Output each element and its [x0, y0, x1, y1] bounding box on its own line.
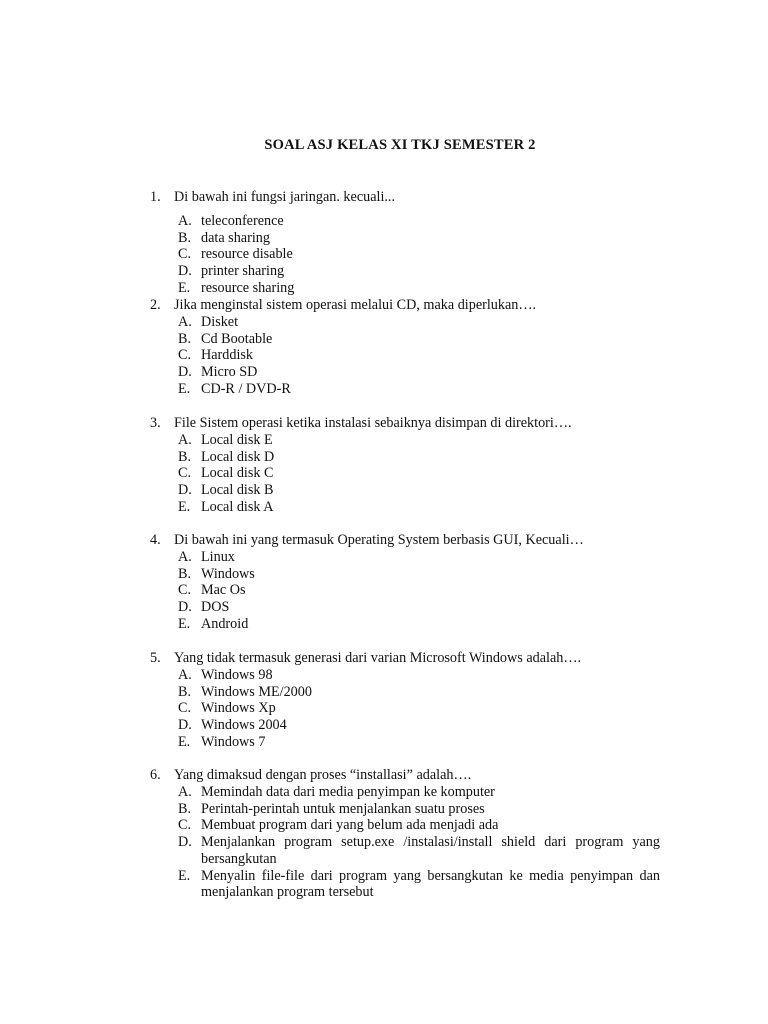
option-letter: A. — [178, 667, 192, 683]
option-a — [150, 314, 660, 331]
question-6 — [150, 767, 660, 901]
option-letter: C. — [178, 700, 192, 717]
option-letter: C. — [178, 582, 192, 599]
option-d — [150, 482, 660, 499]
option-letter: D. — [178, 717, 192, 734]
option-text: Windows — [201, 565, 255, 582]
option-e — [150, 734, 660, 751]
question-number: 5. — [150, 650, 161, 666]
option-text: Harddisk — [201, 347, 254, 364]
option-b — [150, 801, 660, 818]
option-letter: C. — [178, 347, 192, 364]
option-a — [150, 667, 660, 684]
option-b — [150, 331, 660, 348]
question-2 — [150, 297, 660, 398]
question-text: Di bawah ini fungsi jaringan. kecuali... — [174, 189, 396, 205]
option-letter: B. — [178, 800, 192, 817]
option-text: Windows 98 — [201, 667, 273, 683]
question-stem — [150, 415, 660, 432]
question-text: Yang tidak termasuk generasi dari varian Microsoft Windows adalah…. — [174, 650, 582, 666]
option-letter: E. — [178, 733, 191, 750]
option-letter: A. — [178, 314, 192, 330]
option-letter: B. — [178, 330, 192, 347]
question-5 — [150, 650, 660, 751]
option-c — [150, 347, 660, 364]
option-letter: E. — [178, 498, 191, 515]
question-stem — [150, 532, 660, 549]
option-text: Linux — [201, 549, 235, 565]
question-3 — [150, 415, 660, 516]
question-text: Jika menginstal sistem operasi melalui CD, maka diperlukan…. — [174, 297, 537, 313]
option-letter: D. — [178, 364, 192, 381]
option-text: Micro SD — [201, 364, 258, 381]
option-list — [150, 314, 660, 398]
option-text: Local disk B — [201, 482, 274, 499]
option-e — [150, 868, 660, 901]
option-c — [150, 465, 660, 482]
option-a — [150, 549, 660, 566]
option-e — [150, 280, 660, 297]
question-number: 2. — [150, 297, 161, 313]
option-letter: B. — [178, 683, 192, 700]
option-letter: D. — [178, 263, 192, 280]
option-c — [150, 582, 660, 599]
option-c — [150, 246, 660, 263]
option-text: Windows Xp — [201, 700, 276, 717]
option-text: DOS — [201, 599, 230, 616]
option-text: Local disk A — [201, 498, 274, 515]
option-list — [150, 549, 660, 633]
option-letter: B. — [178, 229, 192, 246]
option-letter: B. — [178, 565, 192, 582]
option-letter: E. — [178, 380, 191, 397]
option-text: Windows 2004 — [201, 717, 287, 734]
option-text: Android — [201, 615, 249, 632]
option-letter: B. — [178, 448, 192, 465]
option-letter: A. — [178, 432, 192, 448]
question-text: File Sistem operasi ketika instalasi sebaiknya disimpan di direktori…. — [174, 415, 572, 431]
option-letter: D. — [178, 599, 192, 616]
question-number: 4. — [150, 532, 161, 548]
option-text: resource sharing — [201, 279, 295, 296]
question-text: Yang dimaksud dengan proses “installasi” adalah…. — [174, 767, 472, 783]
option-a — [150, 432, 660, 449]
option-text: Local disk C — [201, 465, 274, 482]
option-d — [150, 263, 660, 280]
option-letter: C. — [178, 465, 192, 482]
option-text: Local disk D — [201, 448, 275, 465]
option-c — [150, 700, 660, 717]
option-list — [150, 432, 660, 516]
option-a — [150, 213, 660, 230]
option-letter: E. — [178, 279, 191, 296]
option-b — [150, 230, 660, 247]
option-b — [150, 449, 660, 466]
option-c — [150, 817, 660, 834]
option-letter: C. — [178, 817, 192, 834]
option-list — [150, 667, 660, 751]
option-text: resource disable — [201, 246, 293, 263]
question-stem — [150, 650, 660, 667]
question-number: 6. — [150, 767, 161, 783]
option-letter: D. — [178, 834, 192, 851]
option-text: Windows 7 — [201, 733, 266, 750]
option-d — [150, 364, 660, 381]
question-text: Di bawah ini yang termasuk Operating System berbasis GUI, Kecuali… — [174, 532, 584, 548]
question-4 — [150, 532, 660, 633]
option-b — [150, 684, 660, 701]
option-d — [150, 717, 660, 734]
option-list — [150, 784, 660, 901]
page-title: SOAL ASJ KELAS XI TKJ SEMESTER 2 — [264, 137, 536, 153]
option-text: printer sharing — [201, 263, 285, 280]
option-b — [150, 566, 660, 583]
option-letter: E. — [178, 867, 191, 884]
question-1 — [150, 189, 660, 297]
option-text: Mac Os — [201, 582, 246, 599]
question-number: 3. — [150, 415, 161, 431]
option-text: Menyalin file-file dari program yang bersangkutan ke media penyimpan dan menjalankan program tersebut — [201, 867, 660, 901]
option-text: Cd Bootable — [201, 330, 273, 347]
option-d — [150, 599, 660, 616]
option-text: Disket — [201, 314, 239, 330]
option-letter: E. — [178, 615, 191, 632]
option-list — [150, 213, 660, 297]
option-a — [150, 784, 660, 801]
option-text: Membuat program dari yang belum ada menjadi ada — [201, 817, 499, 834]
option-letter: D. — [178, 482, 192, 499]
option-text: Menjalankan program setup.exe /instalasi/install shield dari program yang bersangkutan — [201, 834, 660, 867]
option-d — [150, 834, 660, 867]
option-letter: A. — [178, 549, 192, 565]
option-letter: A. — [178, 784, 192, 800]
option-text: Memindah data dari media penyimpan ke komputer — [201, 784, 495, 800]
question-stem — [150, 297, 660, 314]
option-e — [150, 381, 660, 398]
question-stem — [150, 767, 660, 784]
option-text: data sharing — [201, 229, 270, 246]
question-number: 1. — [150, 189, 161, 205]
option-e — [150, 616, 660, 633]
option-text: CD-R / DVD-R — [201, 380, 291, 397]
option-letter: A. — [178, 213, 192, 229]
option-text: Local disk E — [201, 432, 273, 448]
option-text: Perintah-perintah untuk menjalankan suatu proses — [201, 800, 485, 817]
option-letter: C. — [178, 246, 192, 263]
option-text: Windows ME/2000 — [201, 683, 312, 700]
option-e — [150, 499, 660, 516]
question-stem — [150, 189, 660, 206]
option-text: teleconference — [201, 213, 284, 229]
